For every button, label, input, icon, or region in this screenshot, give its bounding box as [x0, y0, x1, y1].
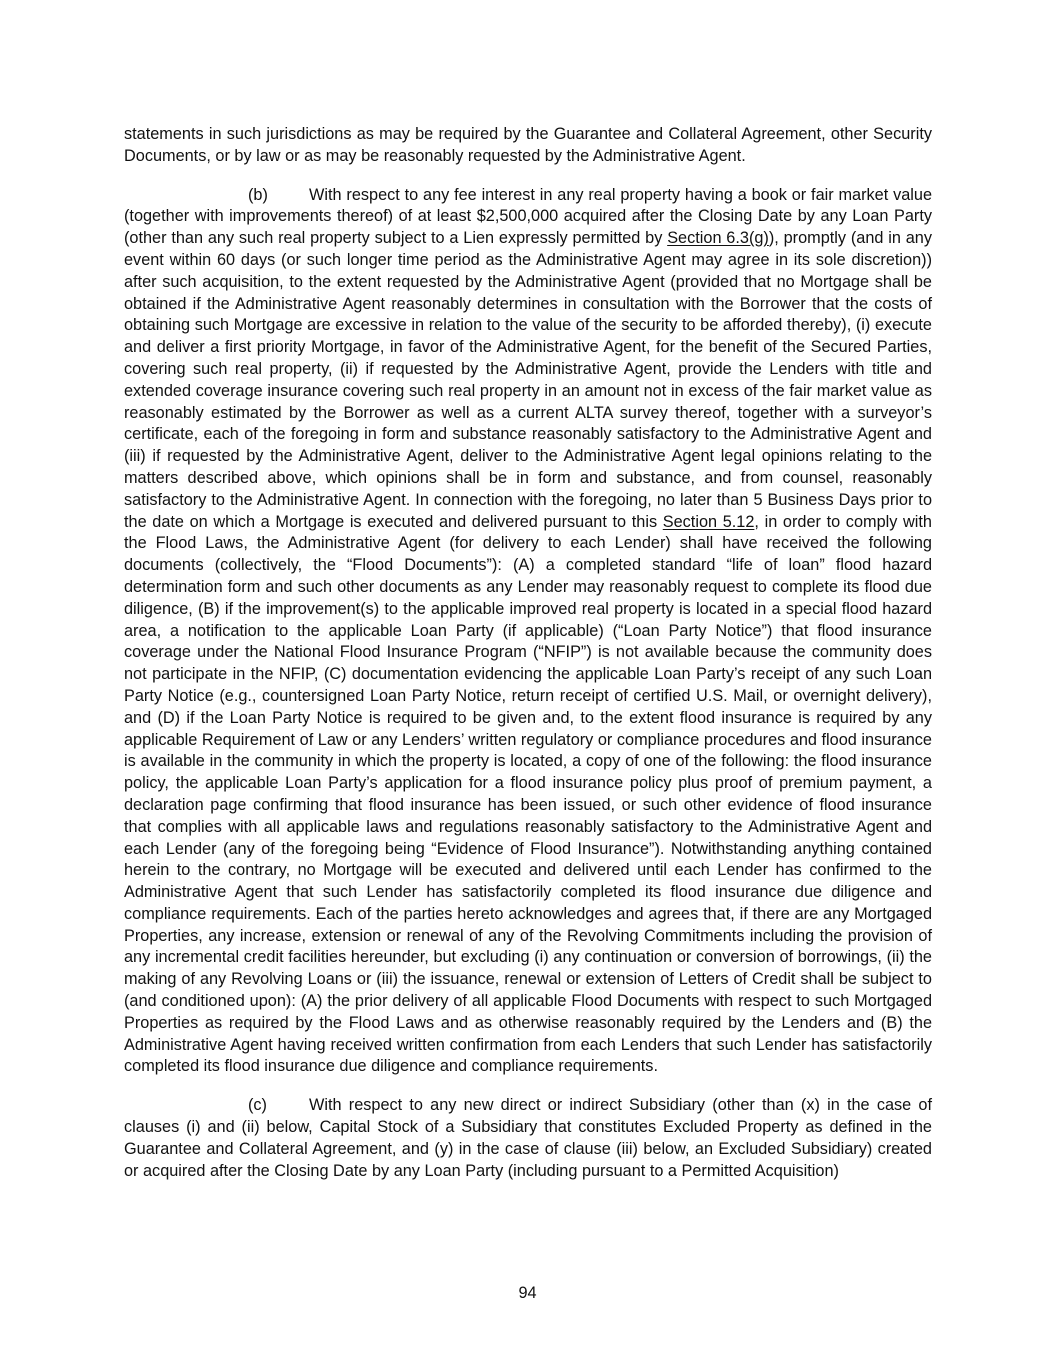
paragraph-b-label: (b): [248, 185, 268, 204]
page-number: 94: [518, 1284, 537, 1302]
paragraph-c: [124, 1095, 932, 1182]
paragraph-a-continued: statements in such jurisdictions as may be required by the Guarantee and Collateral Agreement, other Security Documents, or by law or as may be reasonably requested by the Administrative Agent.: [124, 125, 932, 165]
paragraph-b-text-3: , in order to comply with the Flood Laws, the Administrative Agent (for delivery to each Lender) shall have received the following documents (collectively, the “Flood Documents”): (A) a completed standard “life of loan” flood hazard determination form and such other documents as any Lender may reasonably request to complete its flood due diligence, (B) if the improvement(s) to the applicable improved real property is located in a special flood hazard area, a notification to the applicable Loan Party (if applicable) (“Loan Party Notice”) that flood insurance coverage under the National Flood Insurance Program (“NFIP”) is not available because the community does not participate in the NFIP, (C) documentation evidencing the applicable Loan Party’s receipt of any such Loan Party Notice (e.g., countersigned Loan Party Notice, return receipt of certified U.S. Mail, or overnight delivery), and (D) if the Loan Party Notice is required to be given and, to the extent flood insurance is required by any applicable Requirement of Law or any Lenders’ written regulatory or compliance procedures and flood insurance is available in the community in which the property is located, a copy of one of the following: the flood insurance policy, the applicable Loan Party’s application for a flood insurance policy plus proof of premium payment, a declaration page confirming that flood insurance has been issued, or such other evidence of flood insurance that complies with all applicable laws and regulations reasonably satisfactory to the Administrative Agent and each Lender (any of the foregoing being “Evidence of Flood Insurance”). Notwithstanding anything contained herein to the contrary, no Mortgage will be executed and delivered until each Lender has confirmed to the Administrative Agent that such Lender has satisfactorily completed its flood insurance due diligence and compliance requirements. Each of the parties hereto acknowledges and agrees that, if there are any Mortgaged Properties, any increase, extension or renewal of any of the Revolving Commitments including the provision of any incremental credit facilities hereunder, but excluding (i) any continuation or conversion of borrowings, (ii) the making of any Revolving Loans or (iii) the issuance, renewal or extension of Letters of Credit shall be subject to (and conditioned upon): (A) the prior delivery of all applicable Flood Documents with respect to such Mortgaged Properties as required by the Flood Laws and as otherwise reasonably required by the Lenders and (B) the Administrative Agent having received written confirmation from each Lenders that such Lender has satisfactorily completed its flood insurance due diligence and compliance requirements.: [124, 512, 932, 1076]
document-page-body: [124, 124, 932, 1182]
section-6-3-g-reference: Section 6.3(g): [667, 229, 769, 248]
paragraph-spacer: [124, 168, 932, 185]
paragraph-b: [124, 185, 932, 1079]
paragraph-b-text-2: ), promptly (and in any event within 60 days (or such longer time period as the Administrative Agent may agree in its sole discretion)) after such acquisition, to the extent requested by the Administrative Agent (provided that no Mortgage shall be obtained if the Administrative Agent reasonably determines in consultation with the Borrower that the costs of obtaining such Mortgage are excessive in relation to the value of the security to be afforded thereby), (i) execute and deliver a first priority Mortgage, in favor of the Administrative Agent, for the benefit of the Secured Parties, covering such real property, (ii) if requested by the Administrative Agent, provide the Lenders with title and extended coverage insurance covering such real property in an amount not in excess of the fair market value as reasonably estimated by the Borrower as well as a current ALTA survey thereof, together with a surveyor’s certificate, each of the foregoing in form and substance reasonably satisfactory to the Administrative Agent and (iii) if requested by the Administrative Agent, deliver to the Administrative Agent legal opinions relating to the matters described above, which opinions shall be in form and substance, and from counsel, reasonably satisfactory to the Administrative Agent. In connection with the foregoing, no later than 5 Business Days prior to the date on which a Mortgage is executed and delivered pursuant to this: [124, 229, 932, 531]
paragraph-c-label: (c): [248, 1096, 267, 1115]
section-5-12-reference: Section 5.12: [662, 512, 755, 531]
paragraph-c-text: With respect to any new direct or indirect Subsidiary (other than (x) in the case of clauses (i) and (ii) below, Capital Stock of a Subsidiary that constitutes Excluded Property as defined in the Guarantee and Collateral Agreement, and (y) in the case of clause (iii) below, an Excluded Subsidiary) created or acquired after the Closing Date by any Loan Party (including pursuant to a Permitted Acquisition): [124, 1096, 932, 1180]
paragraph-spacer: [124, 1078, 932, 1095]
paragraph-b-text-1: With respect to any fee interest in any real property having a book or fair market value (together with improvements thereof) of at least $2,500,000 acquired after the Closing Date by any Loan Party (other than any such real property subject to a Lien expressly permitted by: [124, 185, 932, 248]
